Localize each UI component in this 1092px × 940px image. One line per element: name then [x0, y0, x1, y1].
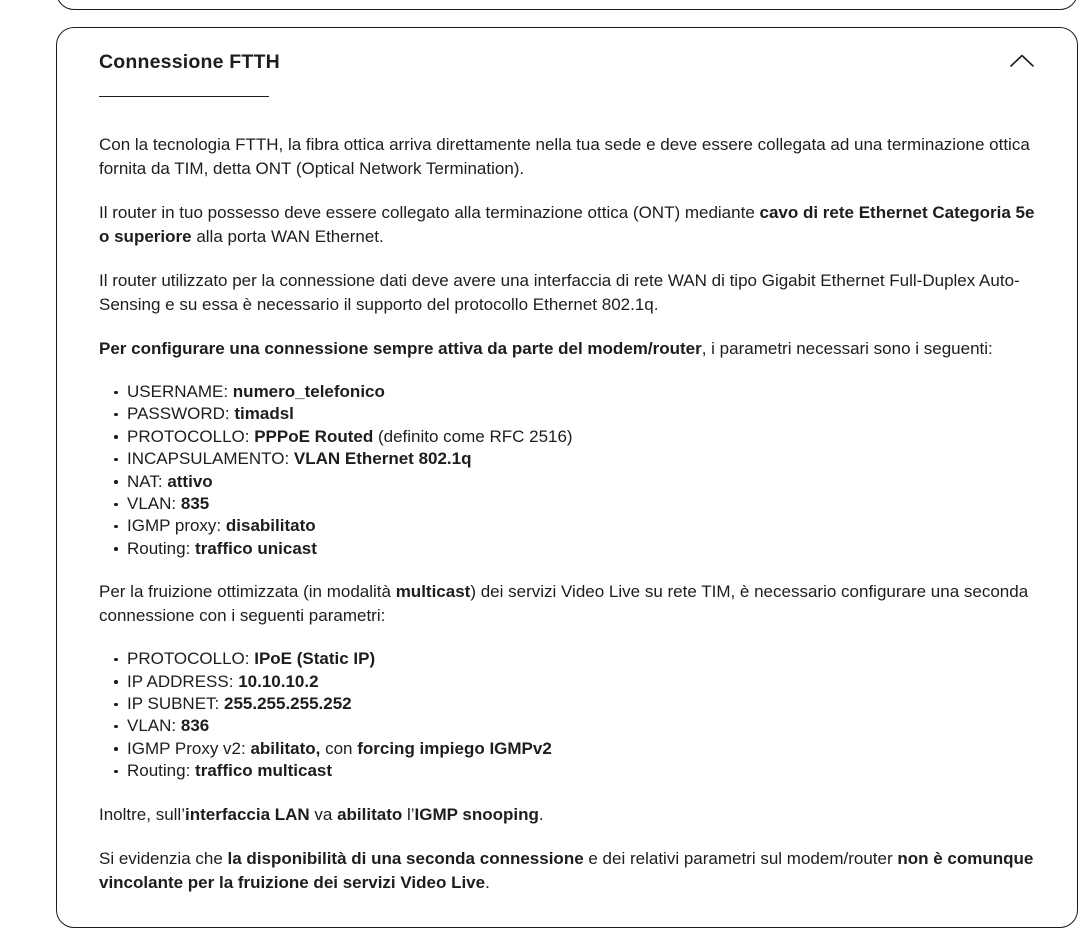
list-item-incapsulamento: INCAPSULAMENTO: VLAN Ethernet 802.1q [127, 448, 1035, 470]
accordion-title: Connessione FTTH [99, 51, 280, 73]
paragraph-wan-interface: Il router utilizzato per la connessione dati deve avere una interfaccia di rete WAN di tipo Gigabit Ethernet Full-Duplex Auto-Sensing e su essa è necessario il supporto del protocollo Ethernet 802.1q. [99, 271, 1020, 314]
list-item-ip-subnet: IP SUBNET: 255.255.255.252 [127, 693, 1035, 715]
accordion-body [99, 133, 1035, 895]
list-item-username: USERNAME: numero_telefonico [127, 381, 1035, 403]
paragraph-ftth-intro: Con la tecnologia FTTH, la fibra ottica arriva direttamente nella tua sede e deve essere collegata ad una terminazione ottica fornita da TIM, detta ONT (Optical Network Termination). [99, 135, 1030, 178]
previous-accordion-card-edge[interactable] [56, 0, 1078, 10]
list-item-igmp-proxy-v2: IGMP Proxy v2: abilitato, con forcing impiego IGMPv2 [127, 738, 1035, 760]
list-item-igmp-proxy: IGMP proxy: disabilitato [127, 515, 1035, 537]
accordion-card-connessione-ftth [56, 27, 1078, 928]
first-connection-params-list [99, 381, 1035, 560]
paragraph-router-cable: Il router in tuo possesso deve essere collegato alla terminazione ottica (ONT) mediante cavo di rete Ethernet Categoria 5e o superiore alla porta WAN Ethernet. [99, 203, 1035, 246]
second-connection-params-list [99, 648, 1035, 782]
title-underline [99, 96, 269, 97]
list-item-routing-2: Routing: traffico multicast [127, 760, 1035, 782]
list-item-password: PASSWORD: timadsl [127, 403, 1035, 425]
list-item-protocollo-2: PROTOCOLLO: IPoE (Static IP) [127, 648, 1035, 670]
accordion-header[interactable] [99, 50, 1035, 74]
chevron-up-icon[interactable] [1009, 51, 1035, 71]
list-item-vlan: VLAN: 835 [127, 493, 1035, 515]
list-item-routing: Routing: traffico unicast [127, 538, 1035, 560]
paragraph-disclaimer: Si evidenzia che la disponibilità di una seconda connessione e dei relativi parametri sul modem/router non è comunque vincolante per la fruizione dei servizi Video Live. [99, 848, 1034, 892]
list-item-vlan-2: VLAN: 836 [127, 715, 1035, 737]
list-item-nat: NAT: attivo [127, 471, 1035, 493]
list-item-protocollo: PROTOCOLLO: PPPoE Routed (definito come RFC 2516) [127, 426, 1035, 448]
paragraph-igmp-snooping: Inoltre, sull’interfaccia LAN va abilitato l’IGMP snooping. [99, 804, 544, 824]
list-item-ip-address: IP ADDRESS: 10.10.10.2 [127, 671, 1035, 693]
paragraph-config-params-intro: Per configurare una connessione sempre attiva da parte del modem/router, i parametri necessari sono i seguenti: [99, 339, 993, 358]
paragraph-multicast-intro: Per la fruizione ottimizzata (in modalità multicast) dei servizi Video Live su rete TIM, è necessario configurare una seconda connessione con i seguenti parametri: [99, 582, 1029, 626]
